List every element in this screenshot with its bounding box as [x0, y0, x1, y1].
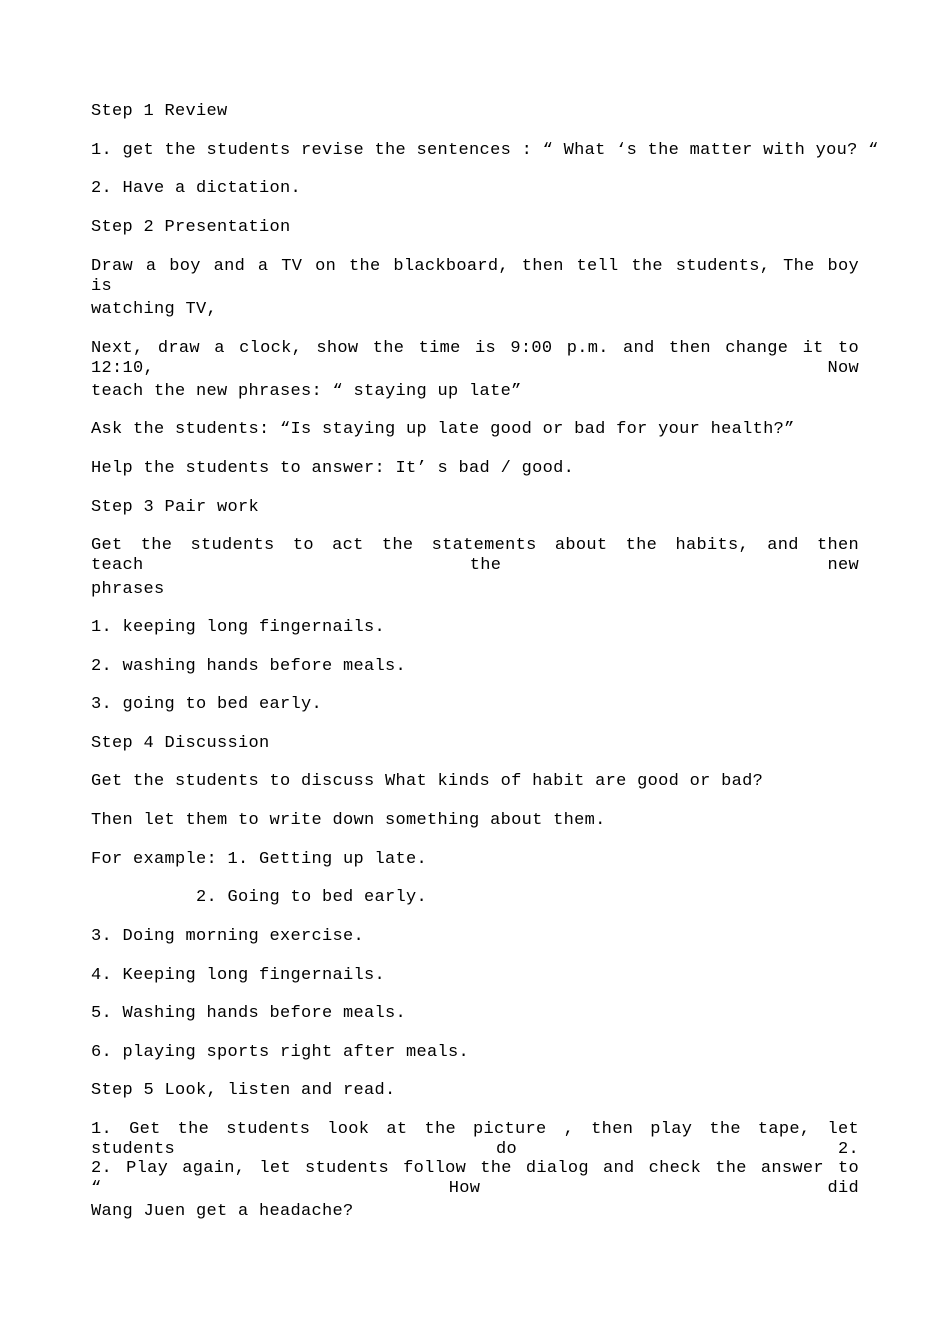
list-item: 6. playing sports right after meals.: [91, 1043, 470, 1062]
text-line: teach the new phrases: “ staying up late”: [91, 382, 522, 401]
step-4-heading: Step 4 Discussion: [91, 734, 270, 753]
text-line: watching TV,: [91, 300, 218, 319]
text-line: Help the students to answer: It’ s bad / good.: [91, 459, 575, 478]
list-item: 5. Washing hands before meals.: [91, 1004, 407, 1023]
list-item: 1. keeping long fingernails.: [91, 618, 386, 637]
list-item: 3. going to bed early.: [91, 695, 323, 714]
text-line: Then let them to write down something about them.: [91, 811, 606, 830]
step-3-heading: Step 3 Pair work: [91, 498, 260, 517]
text-line: Next, draw a clock, show the time is 9:00 p.m. and then change it to 12:10, Now: [91, 339, 859, 378]
text-line: 2. Play again, let students follow the dialog and check the answer to “ How did: [91, 1159, 859, 1198]
step-2-heading: Step 2 Presentation: [91, 218, 291, 237]
list-item: 2. washing hands before meals.: [91, 657, 407, 676]
list-item: 2. Going to bed early.: [196, 888, 428, 907]
step-1-heading: Step 1 Review: [91, 102, 228, 121]
list-item: 3. Doing morning exercise.: [91, 927, 365, 946]
text-line: For example: 1. Getting up late.: [91, 850, 428, 869]
text-line: Get the students to act the statements about the habits, and then teach the new: [91, 536, 859, 575]
list-item: 4. Keeping long fingernails.: [91, 966, 386, 985]
text-line: 1. Get the students look at the picture , then play the tape, let students do 2.: [91, 1120, 859, 1159]
text-line: Draw a boy and a TV on the blackboard, then tell the students, The boy is: [91, 257, 859, 296]
text-line: 2. Have a dictation.: [91, 179, 302, 198]
step-5-heading: Step 5 Look, listen and read.: [91, 1081, 396, 1100]
text-line: Wang Juen get a headache?: [91, 1202, 354, 1221]
text-line: 1. get the students revise the sentences : “ What ‘s the matter with you? “: [91, 141, 879, 160]
text-line: phrases: [91, 580, 165, 599]
text-line: Get the students to discuss What kinds of habit are good or bad?: [91, 772, 764, 791]
text-line: Ask the students: “Is staying up late good or bad for your health?”: [91, 420, 795, 439]
